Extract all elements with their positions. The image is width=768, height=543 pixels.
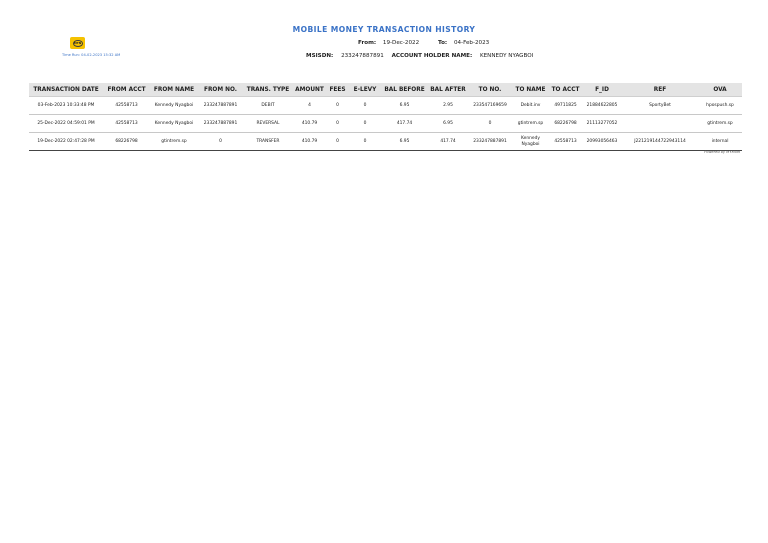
column-header: FROM NAME [150,83,198,97]
table-cell: 21113277052 [582,115,622,133]
table-cell: 21884622805 [582,97,622,115]
table-cell: J221219144722943114 [622,133,698,151]
account-info [306,53,533,59]
column-header: REF [622,83,698,97]
table-cell: 20993056463 [582,133,622,151]
table-cell: 233247887891 [468,133,512,151]
table-cell: 233547169659 [468,97,512,115]
to-label: To: [438,40,448,46]
column-header: AMOUNT [293,83,326,97]
powered-by: Powered by MYMoM [704,150,740,154]
table-cell: 233247887891 [198,115,243,133]
table-cell: 0 [349,115,381,133]
column-header: OVA [698,83,742,97]
table-cell: gtintrem.sp [698,115,742,133]
table-cell: 68226798 [549,115,582,133]
table-cell: 0 [326,133,349,151]
table-cell: 6.95 [381,133,428,151]
table-cell: 410.79 [293,115,326,133]
table-cell: 0 [349,97,381,115]
table-cell: TRANSFER [243,133,293,151]
transactions-table [29,83,742,151]
table-cell: 19-Dec-2022 02:47:28 PM [29,133,103,151]
column-header: BAL AFTER [428,83,468,97]
to-value: 04-Feb-2023 [453,40,490,46]
column-header: TO NO. [468,83,512,97]
column-header: E-LEVY [349,83,381,97]
table-cell: 410.79 [293,133,326,151]
table-cell: gtintrem.sp [150,133,198,151]
table-cell: 68226798 [103,133,150,151]
table-cell: 417.74 [381,115,428,133]
table-cell: 25-Dec-2022 04:59:01 PM [29,115,103,133]
from-value: 19-Dec-2022 [382,40,420,46]
table-cell: 0 [198,133,243,151]
table-cell: REVERSAL [243,115,293,133]
table-cell: 417.74 [428,133,468,151]
from-label: From: [358,40,377,46]
table-cell: 42558713 [103,115,150,133]
column-header: TRANS. TYPE [243,83,293,97]
table-cell: 03-Feb-2023 10:33:48 PM [29,97,103,115]
column-header: TO NAME [512,83,549,97]
table-cell: DEBIT [243,97,293,115]
column-header: TRANSACTION DATE [29,83,103,97]
column-header: FEES [326,83,349,97]
msisdn-label: MSISDN: [306,53,334,59]
time-run: Time Run: 04-02-2023 15:32 AM [62,53,121,57]
table-cell: Debit.inv [512,97,549,115]
table-cell: 0 [468,115,512,133]
table-cell: gtintrem.sp [512,115,549,133]
table-cell: internal [698,133,742,151]
table-body [29,97,742,151]
table-cell: hpospush.sp [698,97,742,115]
table-cell: 233247887891 [198,97,243,115]
table-row [29,97,742,115]
table-cell: 4 [293,97,326,115]
table-cell: Kennedy Nyagboi [150,97,198,115]
table-cell: 42558713 [103,97,150,115]
table-cell: 49711825 [549,97,582,115]
table-cell: 6.95 [381,97,428,115]
table-cell: 6.95 [428,115,468,133]
table-cell: 42558713 [549,133,582,151]
table-cell: 2.95 [428,97,468,115]
report-title: MOBILE MONEY TRANSACTION HISTORY [292,25,476,34]
table-row [29,133,742,151]
logo-mark: MTN [73,40,82,45]
column-header: TO ACCT [549,83,582,97]
msisdn-value: 233247887891 [341,53,384,59]
column-header: BAL BEFORE [381,83,428,97]
table-cell: 0 [349,133,381,151]
table-cell [622,115,698,133]
mtn-logo [70,37,85,49]
table-cell: 0 [326,115,349,133]
holder-value: KENNEDY NYAGBOI [479,53,534,59]
from-date [358,40,419,46]
table-cell: SportyBet [622,97,698,115]
holder-label: ACCOUNT HOLDER NAME: [391,53,473,59]
table-cell: 0 [326,97,349,115]
column-header: FROM ACCT [103,83,150,97]
table-cell: Kennedy Nyagboi [150,115,198,133]
column-header: FROM NO. [198,83,243,97]
table-row [29,115,742,133]
table-cell: Kennedy Nyagboi [512,133,549,151]
to-date [438,40,489,46]
column-header: F_ID [582,83,622,97]
table-header-row [29,83,742,97]
